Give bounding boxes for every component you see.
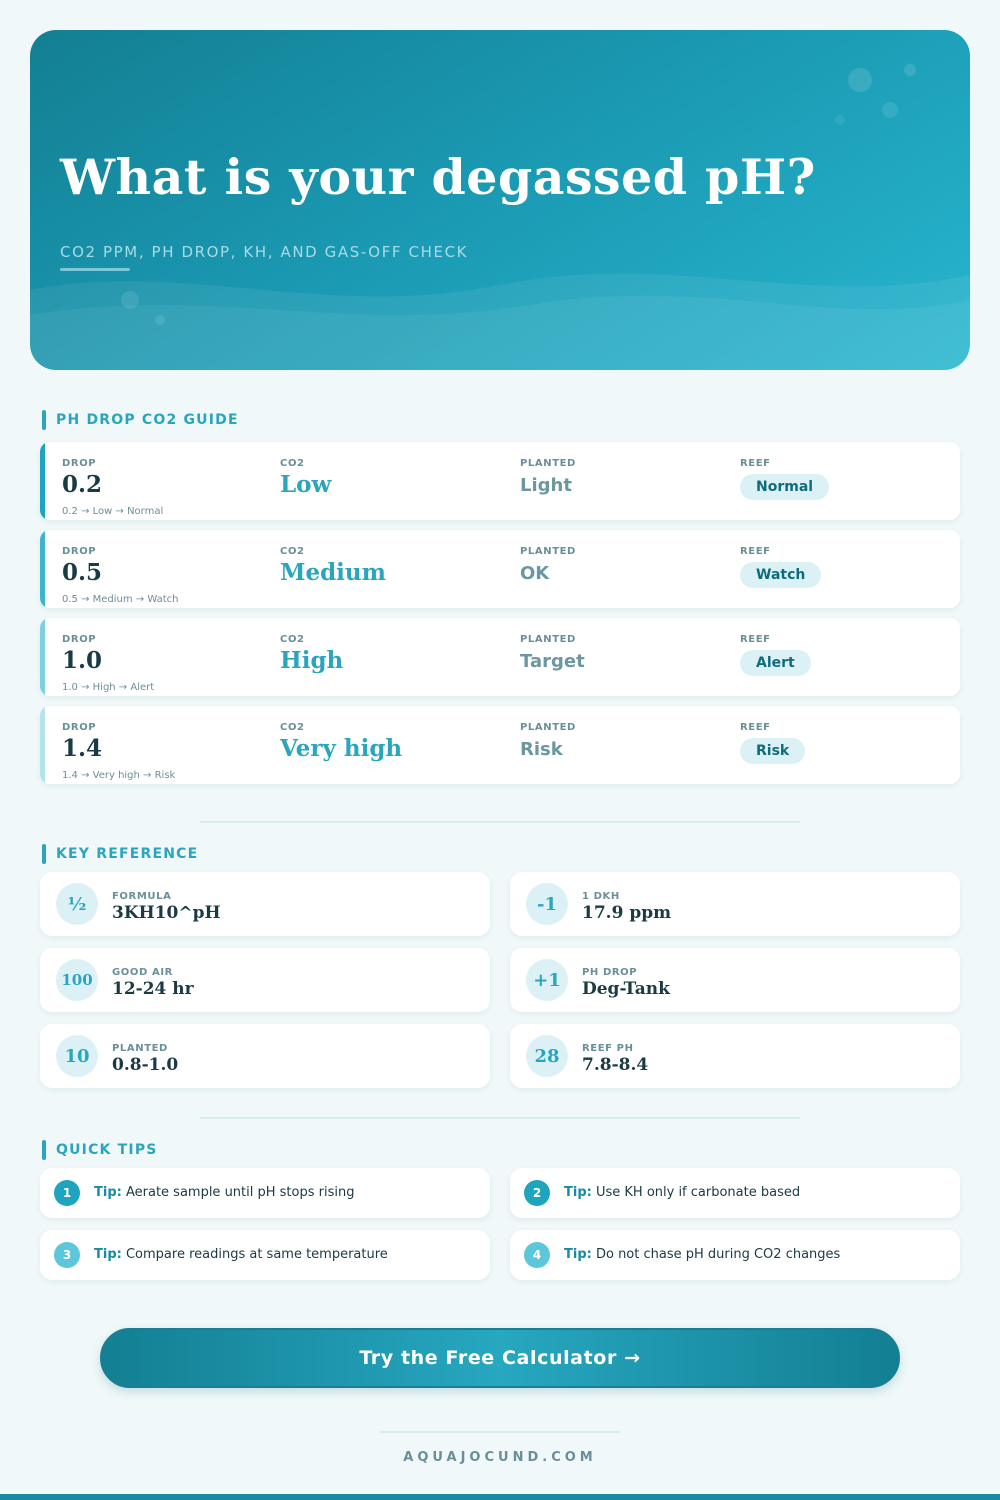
planted-cell [520, 546, 576, 584]
co2-label: CO2 [280, 722, 305, 733]
drop-label: DROP [62, 634, 97, 645]
reference-card [40, 948, 490, 1012]
drop-label: DROP [62, 458, 97, 469]
footer-site-link[interactable]: AQUAJOCUND.COM [403, 1450, 597, 1465]
co2-value: Medium [280, 559, 386, 586]
title-underline [60, 268, 130, 271]
planted-label: PLANTED [520, 634, 576, 645]
tips-heading [42, 1140, 158, 1160]
reef-label: REEF [740, 722, 771, 733]
section-label: QUICK TIPS [56, 1142, 158, 1158]
tip-prefix: Tip: [94, 1185, 122, 1200]
reference-card [510, 948, 960, 1012]
page-subtitle: CO2 PPM, PH DROP, KH, AND GAS-OFF CHECK [60, 243, 469, 261]
reference-value: 12-24 hr [112, 979, 194, 999]
guide-row [40, 618, 960, 696]
guide-row [40, 442, 960, 520]
section-label: PH DROP CO2 GUIDE [56, 412, 239, 428]
section-divider [200, 821, 800, 823]
planted-cell [520, 722, 576, 760]
reference-badge-icon: +1 [526, 959, 568, 1001]
tip-text [564, 1185, 800, 1200]
drop-cell [62, 458, 102, 498]
reef-cell [740, 458, 829, 500]
reference-value: 7.8-8.4 [582, 1055, 649, 1075]
tip-body: Compare readings at same temperature [125, 1247, 388, 1262]
row-summary: 0.5 → Medium → Watch [62, 594, 179, 605]
drop-cell [62, 722, 102, 762]
drop-cell [62, 634, 102, 674]
row-accent [40, 442, 45, 520]
reference-card [510, 872, 960, 936]
reef-cell [740, 722, 805, 764]
free-calculator-button[interactable]: Try the Free Calculator → [100, 1328, 900, 1388]
footer-divider [380, 1431, 620, 1433]
reference-label: PH DROP [582, 967, 638, 978]
tip-card [510, 1168, 960, 1218]
tip-number: 4 [524, 1242, 550, 1268]
planted-cell [520, 458, 576, 496]
drop-label: DROP [62, 546, 97, 557]
reference-badge-icon: 28 [526, 1035, 568, 1077]
guide-row [40, 706, 960, 784]
planted-value: OK [520, 563, 550, 584]
tip-text [94, 1247, 388, 1262]
reef-badge-wrap [740, 733, 805, 764]
planted-label: PLANTED [520, 722, 576, 733]
reference-card [40, 1024, 490, 1088]
reef-cell [740, 546, 821, 588]
reference-card [510, 1024, 960, 1088]
reef-status-badge: Watch [740, 562, 821, 588]
co2-label: CO2 [280, 634, 305, 645]
drop-value: 0.2 [62, 471, 103, 498]
drop-cell [62, 546, 102, 586]
row-accent [40, 530, 45, 608]
tip-number: 3 [54, 1242, 80, 1268]
row-summary: 1.4 → Very high → Risk [62, 770, 176, 781]
reference-label: REEF PH [582, 1043, 634, 1054]
planted-value: Target [520, 651, 585, 672]
hero-banner [30, 30, 970, 370]
reference-label: GOOD AIR [112, 967, 173, 978]
tip-prefix: Tip: [94, 1247, 122, 1262]
guide-row [40, 530, 960, 608]
co2-label: CO2 [280, 458, 305, 469]
drop-value: 0.5 [62, 559, 103, 586]
reference-card [40, 872, 490, 936]
section-divider [200, 1117, 800, 1119]
tip-body: Aerate sample until pH stops rising [125, 1185, 355, 1200]
reef-label: REEF [740, 458, 771, 469]
planted-cell [520, 634, 585, 672]
reef-badge-wrap [740, 645, 811, 676]
reef-label: REEF [740, 634, 771, 645]
co2-cell [280, 722, 402, 762]
section-bar [42, 844, 46, 864]
drop-value: 1.4 [62, 735, 103, 762]
reef-badge-wrap [740, 557, 821, 588]
tip-body: Do not chase pH during CO2 changes [595, 1247, 841, 1262]
tip-text [94, 1185, 354, 1200]
reef-status-badge: Normal [740, 474, 829, 500]
row-accent [40, 618, 45, 696]
reef-label: REEF [740, 546, 771, 557]
reef-status-badge: Alert [740, 650, 811, 676]
section-label: KEY REFERENCE [56, 846, 199, 862]
tip-prefix: Tip: [564, 1247, 592, 1262]
planted-value: Risk [520, 739, 563, 760]
page-title: What is your degassed pH? [60, 148, 816, 206]
reef-cell [740, 634, 811, 676]
reference-value: 3KH10^pH [112, 903, 221, 923]
tip-card [40, 1168, 490, 1218]
reference-badge-icon: -1 [526, 883, 568, 925]
co2-label: CO2 [280, 546, 305, 557]
tip-prefix: Tip: [564, 1185, 592, 1200]
tip-number: 1 [54, 1180, 80, 1206]
section-bar [42, 1140, 46, 1160]
reference-badge-icon: ½ [56, 883, 98, 925]
tip-body: Use KH only if carbonate based [595, 1185, 801, 1200]
row-accent [40, 706, 45, 784]
co2-cell [280, 634, 343, 674]
guide-heading [42, 410, 239, 430]
drop-value: 1.0 [62, 647, 103, 674]
reef-status-badge: Risk [740, 738, 805, 764]
planted-label: PLANTED [520, 546, 576, 557]
reef-badge-wrap [740, 469, 829, 500]
bottom-accent-bar [0, 1494, 1000, 1500]
row-summary: 1.0 → High → Alert [62, 682, 155, 693]
tip-card [40, 1230, 490, 1280]
co2-cell [280, 546, 386, 586]
co2-value: Low [280, 471, 332, 498]
reference-badge-icon: 10 [56, 1035, 98, 1077]
planted-label: PLANTED [520, 458, 576, 469]
co2-cell [280, 458, 331, 498]
tip-text [564, 1247, 840, 1262]
tip-number: 2 [524, 1180, 550, 1206]
tip-card [510, 1230, 960, 1280]
section-bar [42, 410, 46, 430]
row-summary: 0.2 → Low → Normal [62, 506, 164, 517]
co2-value: High [280, 647, 344, 674]
reference-value: Deg-Tank [582, 979, 670, 999]
planted-value: Light [520, 475, 572, 496]
reference-label: PLANTED [112, 1043, 168, 1054]
drop-label: DROP [62, 722, 97, 733]
reference-heading [42, 844, 198, 864]
reference-badge-icon: 100 [56, 959, 98, 1001]
reference-label: FORMULA [112, 891, 172, 902]
reference-value: 17.9 ppm [582, 903, 672, 923]
reference-value: 0.8-1.0 [112, 1055, 179, 1075]
co2-value: Very high [280, 735, 403, 762]
reference-label: 1 DKH [582, 891, 620, 902]
